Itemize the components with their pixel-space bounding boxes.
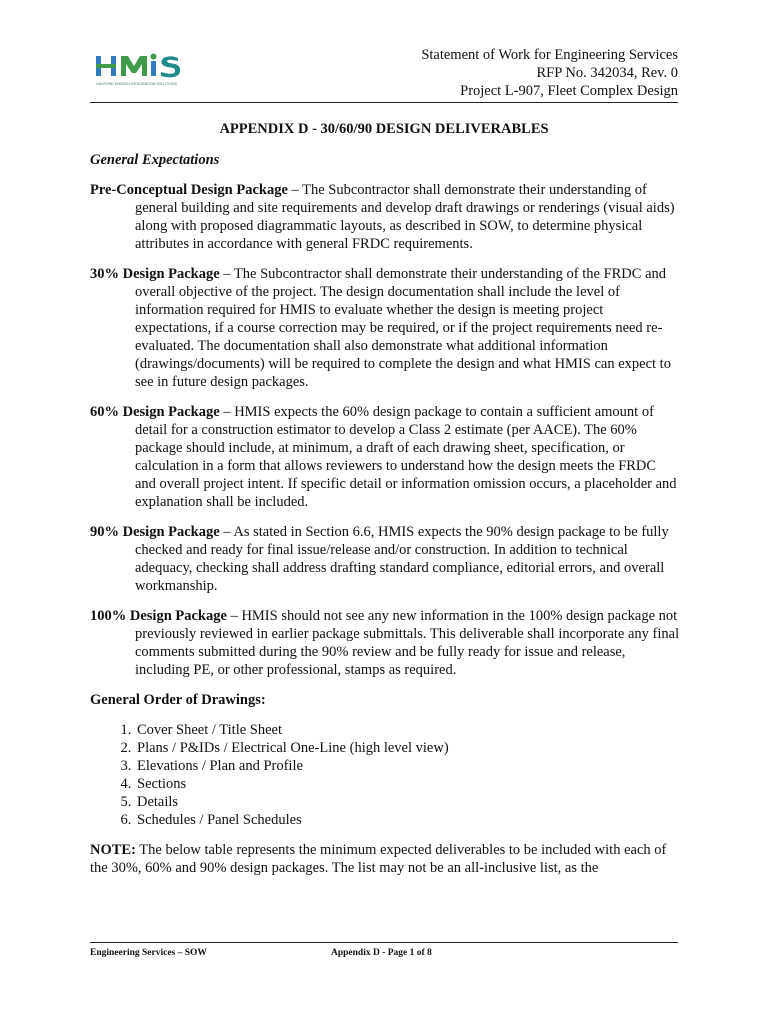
header-line-1: Statement of Work for Engineering Services — [421, 47, 678, 63]
section-90-percent — [90, 523, 680, 595]
list-item: 5. Details — [135, 793, 680, 811]
list-item: 2. Plans / P&IDs / Electrical One-Line (high level view) — [135, 739, 680, 757]
note-paragraph — [90, 841, 680, 877]
general-expectations-heading: General Expectations — [90, 152, 220, 168]
header-rule — [90, 102, 678, 103]
section-preconceptual — [90, 181, 680, 253]
list-item: 3. Elevations / Plan and Profile — [135, 757, 680, 775]
header-line-3: Project L-907, Fleet Complex Design — [460, 83, 678, 99]
section-label: Pre-Conceptual Design Package — [90, 182, 288, 198]
logo-tagline: HANFORD MISSION INTEGRATION SOLUTIONS — [96, 82, 177, 86]
document-body — [90, 151, 680, 877]
note-text: The below table represents the minimum expected deliverables to be included with each of the 30%, 60% and 90% design packages. The list may not be an all-inclusive list, as the — [90, 842, 667, 876]
section-label: 90% Design Package — [90, 524, 220, 540]
section-label: 100% Design Package — [90, 608, 227, 624]
section-30-percent — [90, 265, 680, 391]
appendix-title: APPENDIX D - 30/60/90 DESIGN DELIVERABLES — [219, 121, 549, 137]
header-line-2: RFP No. 342034, Rev. 0 — [536, 65, 678, 81]
drawings-list — [90, 721, 680, 829]
footer-left: Engineering Services – SOW — [90, 948, 207, 958]
note-label: NOTE: — [90, 842, 136, 858]
list-item: 4. Sections — [135, 775, 680, 793]
section-60-percent — [90, 403, 680, 511]
list-item: 1. Cover Sheet / Title Sheet — [135, 721, 680, 739]
footer-page-number: Appendix D - Page 1 of 8 — [331, 948, 432, 958]
footer-rule — [90, 942, 678, 943]
section-label: 30% Design Package — [90, 266, 220, 282]
section-text: – As stated in Section 6.6, HMIS expects the 90% design package to be fully checked and ready for final issue/release and/or construction. In addition to technical adequacy, checking shall address drafting standard compliance, editorial errors, and overall workmanship. — [135, 524, 669, 594]
section-text: – HMIS expects the 60% design package to contain a sufficient amount of detail for a construction estimator to develop a Class 2 estimate (per AACE). The 60% package should include, at minimum, a draft of each drawing sheet, specification, or calculation in a form that allows reviewers to understand how the design meets the FRDC and overall project intent. If specific detail or information omission occurs, a placeholder and explanation shall be included. — [135, 404, 677, 510]
list-item: 6. Schedules / Panel Schedules — [135, 811, 680, 829]
drawings-heading: General Order of Drawings: — [90, 692, 266, 708]
document-header — [421, 46, 678, 100]
section-text: – HMIS should not see any new information in the 100% design package not previously reviewed in earlier package submittals. This deliverable shall incorporate any final comments submitted during the 90% review and be fully ready for issue and release, including PE, or other professional, stamps as required. — [135, 608, 680, 678]
section-100-percent — [90, 607, 680, 679]
hmis-logo — [92, 48, 202, 90]
section-label: 60% Design Package — [90, 404, 220, 420]
section-text: – The Subcontractor shall demonstrate their understanding of general building and site requirements and develop draft drawings or renderings (visual aids) along with proposed diagrammatic layouts, as described in SOW, to determine physical attributes in accordance with general FRDC requirements. — [135, 182, 675, 252]
section-text: – The Subcontractor shall demonstrate their understanding of the FRDC and overall objective of the project. The design documentation shall include the level of information required for HMIS to evaluate whether the design is meeting project expectations, if a course correction may be required, or if the project requirements need re-evaluated. The documentation shall also demonstrate what additional information (drawings/documents) will be required to complete the design and what HMIS can expect to see in future design packages. — [135, 266, 671, 390]
